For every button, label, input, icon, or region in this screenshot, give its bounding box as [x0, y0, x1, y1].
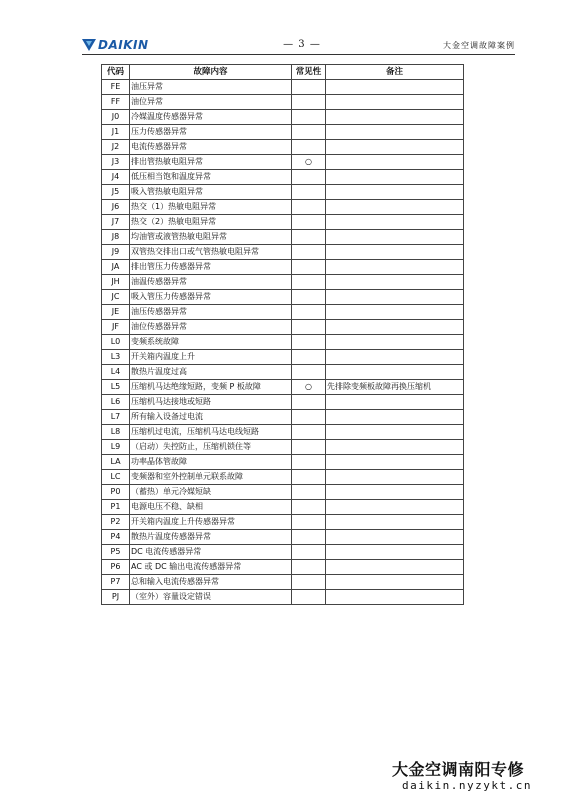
cell-remark — [326, 365, 464, 380]
table-row — [102, 200, 464, 215]
cell-content: AC 或 DC 输出电流传感器异常 — [130, 560, 292, 575]
cell-code: J1 — [102, 125, 130, 140]
table-row — [102, 365, 464, 380]
cell-code: JE — [102, 305, 130, 320]
cell-common — [292, 395, 326, 410]
cell-content: 双管热交排出口或气管热敏电阻异常 — [130, 245, 292, 260]
cell-remark — [326, 185, 464, 200]
cell-content: （启动）失控防止，压缩机锁住等 — [130, 440, 292, 455]
cell-content: 变频器和室外控制单元联系故障 — [130, 470, 292, 485]
cell-remark — [326, 350, 464, 365]
cell-remark — [326, 455, 464, 470]
table-row — [102, 395, 464, 410]
table-row — [102, 185, 464, 200]
cell-content: 油压异常 — [130, 80, 292, 95]
cell-common — [292, 230, 326, 245]
cell-remark — [326, 470, 464, 485]
cell-remark — [326, 560, 464, 575]
cell-remark — [326, 515, 464, 530]
cell-content: 电源电压不稳、缺相 — [130, 500, 292, 515]
cell-code: LA — [102, 455, 130, 470]
table-row — [102, 425, 464, 440]
watermark-title: 大金空调南阳专修 — [392, 760, 525, 779]
cell-code: J8 — [102, 230, 130, 245]
cell-common — [292, 170, 326, 185]
cell-code: JH — [102, 275, 130, 290]
cell-remark — [326, 530, 464, 545]
cell-common: ○ — [292, 380, 326, 395]
cell-content: 均油管或液管热敏电阻异常 — [130, 230, 292, 245]
cell-common — [292, 350, 326, 365]
table-row — [102, 440, 464, 455]
cell-content: 压力传感器异常 — [130, 125, 292, 140]
cell-code: J9 — [102, 245, 130, 260]
cell-content: 压缩机马达接地或短路 — [130, 395, 292, 410]
table-row — [102, 545, 464, 560]
cell-common — [292, 530, 326, 545]
cell-remark — [326, 290, 464, 305]
table-row — [102, 455, 464, 470]
cell-content: 油位传感器异常 — [130, 320, 292, 335]
cell-remark — [326, 545, 464, 560]
table-row — [102, 380, 464, 395]
cell-content: （室外）容量设定错误 — [130, 590, 292, 605]
cell-remark — [326, 320, 464, 335]
cell-common — [292, 410, 326, 425]
cell-code: J2 — [102, 140, 130, 155]
cell-content: 油位异常 — [130, 95, 292, 110]
table-header-row — [102, 65, 464, 80]
table-row — [102, 305, 464, 320]
cell-common — [292, 95, 326, 110]
cell-common — [292, 200, 326, 215]
cell-code: J6 — [102, 200, 130, 215]
table-row — [102, 155, 464, 170]
cell-code: J0 — [102, 110, 130, 125]
cell-code: J3 — [102, 155, 130, 170]
table-row — [102, 215, 464, 230]
cell-remark — [326, 170, 464, 185]
cell-remark — [326, 260, 464, 275]
cell-content: 压缩机过电流，压缩机马达电线短路 — [130, 425, 292, 440]
table-row — [102, 590, 464, 605]
table-row — [102, 500, 464, 515]
cell-content: 低压相当饱和温度异常 — [130, 170, 292, 185]
cell-remark — [326, 500, 464, 515]
table-row — [102, 95, 464, 110]
cell-remark — [326, 395, 464, 410]
table-body — [102, 80, 464, 605]
cell-remark — [326, 485, 464, 500]
cell-remark — [326, 95, 464, 110]
cell-remark — [326, 110, 464, 125]
cell-common — [292, 365, 326, 380]
cell-remark — [326, 590, 464, 605]
cell-code: L3 — [102, 350, 130, 365]
cell-code: P2 — [102, 515, 130, 530]
cell-common — [292, 140, 326, 155]
cell-content: 排出管热敏电阻异常 — [130, 155, 292, 170]
cell-common — [292, 305, 326, 320]
cell-content: 吸入管热敏电阻异常 — [130, 185, 292, 200]
cell-code: L7 — [102, 410, 130, 425]
cell-code: L9 — [102, 440, 130, 455]
cell-code: JC — [102, 290, 130, 305]
cell-content: 吸入管压力传感器异常 — [130, 290, 292, 305]
cell-content: 开关箱内温度上升传感器异常 — [130, 515, 292, 530]
cell-code: FF — [102, 95, 130, 110]
cell-code: FE — [102, 80, 130, 95]
cell-code: LC — [102, 470, 130, 485]
page-number: — 3 — — [283, 39, 321, 50]
cell-remark — [326, 335, 464, 350]
table-row — [102, 110, 464, 125]
cell-code: P7 — [102, 575, 130, 590]
table-row — [102, 125, 464, 140]
cell-content: 总和输入电流传感器异常 — [130, 575, 292, 590]
cell-code: JA — [102, 260, 130, 275]
cell-code: J7 — [102, 215, 130, 230]
cell-remark — [326, 440, 464, 455]
cell-code: L5 — [102, 380, 130, 395]
cell-common — [292, 185, 326, 200]
column-header-content: 故障内容 — [130, 65, 292, 80]
document-title: 大金空调故障案例 — [443, 41, 515, 50]
table-row — [102, 470, 464, 485]
cell-remark — [326, 230, 464, 245]
table-row — [102, 245, 464, 260]
cell-content: 冷媒温度传感器异常 — [130, 110, 292, 125]
cell-content: 排出管压力传感器异常 — [130, 260, 292, 275]
table-row — [102, 560, 464, 575]
table-row — [102, 275, 464, 290]
cell-common — [292, 80, 326, 95]
cell-code: L4 — [102, 365, 130, 380]
header-divider — [82, 54, 515, 55]
cell-content: 所有输入设备过电流 — [130, 410, 292, 425]
cell-code: P6 — [102, 560, 130, 575]
cell-common — [292, 245, 326, 260]
cell-content: 变频系统故障 — [130, 335, 292, 350]
cell-common — [292, 515, 326, 530]
cell-code: J5 — [102, 185, 130, 200]
cell-code: L0 — [102, 335, 130, 350]
column-header-code: 代码 — [102, 65, 130, 80]
table-row — [102, 530, 464, 545]
cell-content: 开关箱内温度上升 — [130, 350, 292, 365]
table-row — [102, 335, 464, 350]
cell-code: P0 — [102, 485, 130, 500]
cell-remark — [326, 80, 464, 95]
cell-common — [292, 215, 326, 230]
cell-common — [292, 590, 326, 605]
cell-remark — [326, 410, 464, 425]
cell-remark — [326, 425, 464, 440]
cell-remark — [326, 140, 464, 155]
cell-content: 散热片温度过高 — [130, 365, 292, 380]
table-row — [102, 290, 464, 305]
page-header — [82, 34, 515, 56]
cell-content: 压缩机马达绝缘短路，变频 P 板故障 — [130, 380, 292, 395]
cell-remark — [326, 200, 464, 215]
cell-common — [292, 110, 326, 125]
cell-common — [292, 290, 326, 305]
cell-code: PJ — [102, 590, 130, 605]
table-row — [102, 515, 464, 530]
cell-content: 油压传感器异常 — [130, 305, 292, 320]
cell-common — [292, 575, 326, 590]
cell-code: L6 — [102, 395, 130, 410]
cell-remark — [326, 575, 464, 590]
cell-content: DC 电流传感器异常 — [130, 545, 292, 560]
cell-content: 热交（2）热敏电阻异常 — [130, 215, 292, 230]
table-row — [102, 575, 464, 590]
cell-common — [292, 500, 326, 515]
table-row — [102, 140, 464, 155]
column-header-remark: 备注 — [326, 65, 464, 80]
cell-remark — [326, 125, 464, 140]
fault-code-table — [101, 64, 464, 605]
table-row — [102, 410, 464, 425]
column-header-common: 常见性 — [292, 65, 326, 80]
cell-content: 热交（1）热敏电阻异常 — [130, 200, 292, 215]
cell-common — [292, 440, 326, 455]
cell-content: 散热片温度传感器异常 — [130, 530, 292, 545]
table-row — [102, 170, 464, 185]
cell-common: ○ — [292, 155, 326, 170]
cell-remark: 先排除变频板故障再换压缩机 — [326, 380, 464, 395]
cell-code: J4 — [102, 170, 130, 185]
cell-code: JF — [102, 320, 130, 335]
cell-code: P4 — [102, 530, 130, 545]
cell-common — [292, 545, 326, 560]
table-row — [102, 260, 464, 275]
cell-remark — [326, 155, 464, 170]
cell-common — [292, 125, 326, 140]
watermark-url: daikin.nyzykt.cn — [402, 779, 532, 792]
cell-code: P1 — [102, 500, 130, 515]
cell-common — [292, 260, 326, 275]
cell-common — [292, 320, 326, 335]
table-row — [102, 230, 464, 245]
cell-content: 油温传感器异常 — [130, 275, 292, 290]
cell-remark — [326, 215, 464, 230]
cell-common — [292, 560, 326, 575]
cell-content: 功率晶体管故障 — [130, 455, 292, 470]
table-row — [102, 320, 464, 335]
cell-common — [292, 485, 326, 500]
cell-code: L8 — [102, 425, 130, 440]
cell-common — [292, 425, 326, 440]
cell-code: P5 — [102, 545, 130, 560]
daikin-triangle-icon — [82, 39, 96, 51]
brand-name: DAIKIN — [98, 38, 149, 52]
table-row — [102, 80, 464, 95]
table-row — [102, 350, 464, 365]
table-row — [102, 485, 464, 500]
cell-common — [292, 470, 326, 485]
cell-common — [292, 455, 326, 470]
cell-remark — [326, 275, 464, 290]
cell-content: 电流传感器异常 — [130, 140, 292, 155]
cell-content: （蓄热）单元冷媒短缺 — [130, 485, 292, 500]
cell-common — [292, 335, 326, 350]
cell-remark — [326, 245, 464, 260]
cell-remark — [326, 305, 464, 320]
daikin-logo — [82, 38, 149, 52]
cell-common — [292, 275, 326, 290]
